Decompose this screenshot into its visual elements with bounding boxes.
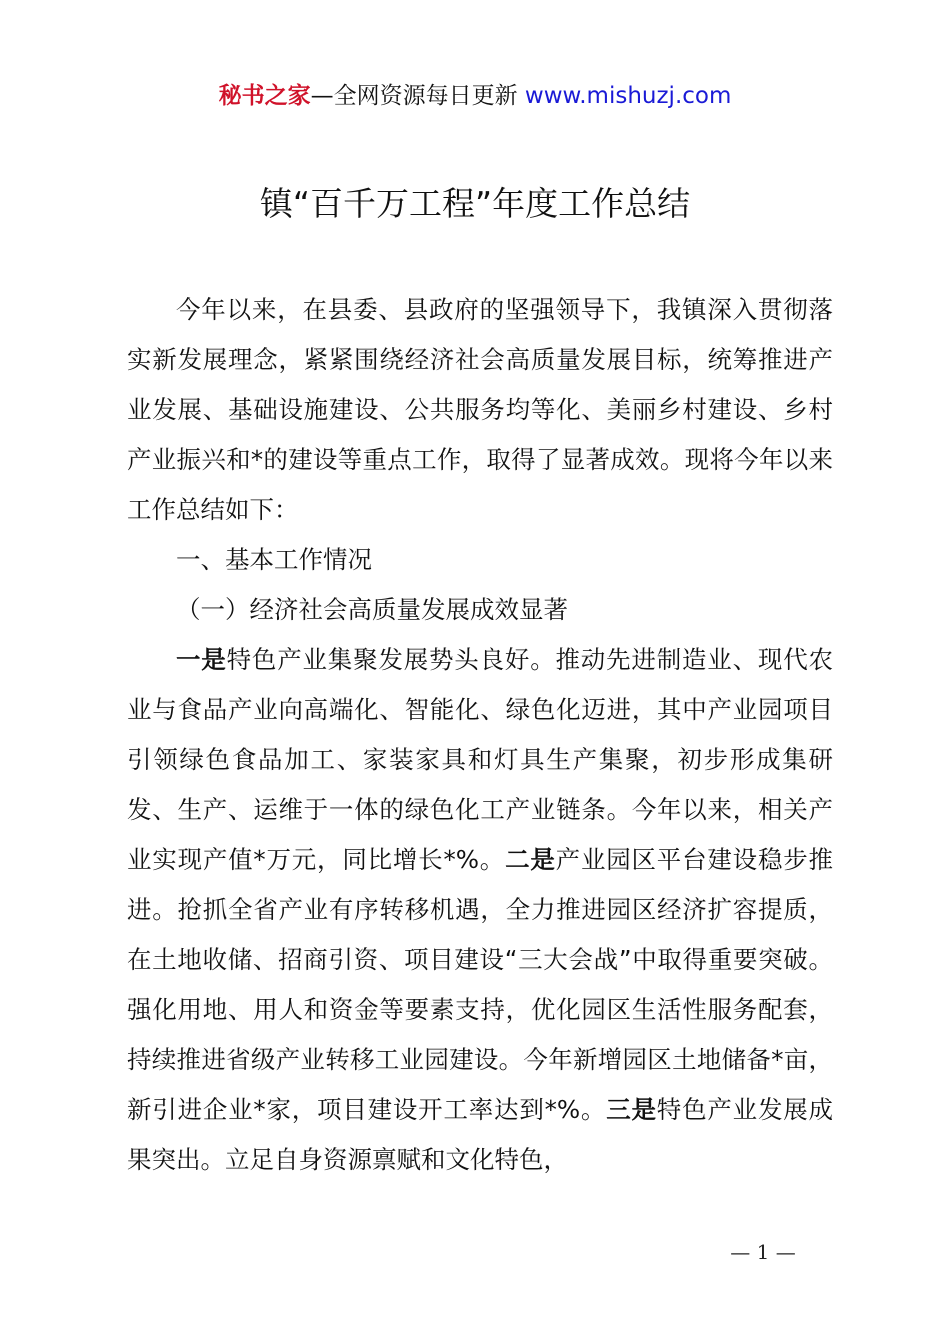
banner-tagline: —全网资源每日更新	[310, 83, 525, 109]
site-banner	[0, 80, 950, 112]
intro-paragraph: 今年以来，在县委、县政府的坚强领导下，我镇深入贯彻落实新发展理念，紧紧围绕经济社会高质量发展目标，统筹推进产业发展、基础设施建设、公共服务均等化、美丽乡村建设、乡村产业振兴和*的建设等重点工作，取得了显著成效。现将今年以来工作总结如下：	[127, 295, 833, 524]
brand-name: 秘书之家	[218, 83, 311, 109]
points-paragraph	[127, 635, 833, 1185]
document-body	[127, 285, 833, 1185]
point-text: 产业园区平台建设稳步推进。抢抓全省产业有序转移机遇，全力推进园区经济扩容提质，在土地收储、招商引资、项目建设“三大会战”中取得重要突破。强化用地、用人和资金等要素支持，优化园区生活性服务配套，持续推进省级产业转移工业园建设。今年新增园区土地储备*亩，新引进企业*家，项目建设开工率达到*%。	[127, 845, 834, 1124]
point-text: 特色产业集聚发展势头良好。推动先进制造业、现代农业与食品产业向高端化、智能化、绿色化迈进，其中产业园项目引领绿色食品加工、家装家具和灯具生产集聚，初步形成集研发、生产、运维于一体的绿色化工产业链条。今年以来，相关产业实现产值*万元，同比增长*%。	[127, 645, 834, 874]
section-heading: 一、基本工作情况	[176, 545, 372, 574]
point-label: 二是	[505, 845, 556, 874]
subsection-heading: （一）经济社会高质量发展成效显著	[176, 595, 568, 624]
point-text: 特色产业发展成果突出。立足自身资源禀赋和文化特色，	[127, 1095, 834, 1174]
point-label: 三是	[606, 1095, 657, 1124]
page-number: — 1 —	[730, 1240, 796, 1264]
site-url-link[interactable]: www.mishuzj.com	[524, 83, 732, 109]
document-title: 镇“百千万工程”年度工作总结	[259, 184, 691, 223]
point-label: 一是	[176, 645, 227, 674]
